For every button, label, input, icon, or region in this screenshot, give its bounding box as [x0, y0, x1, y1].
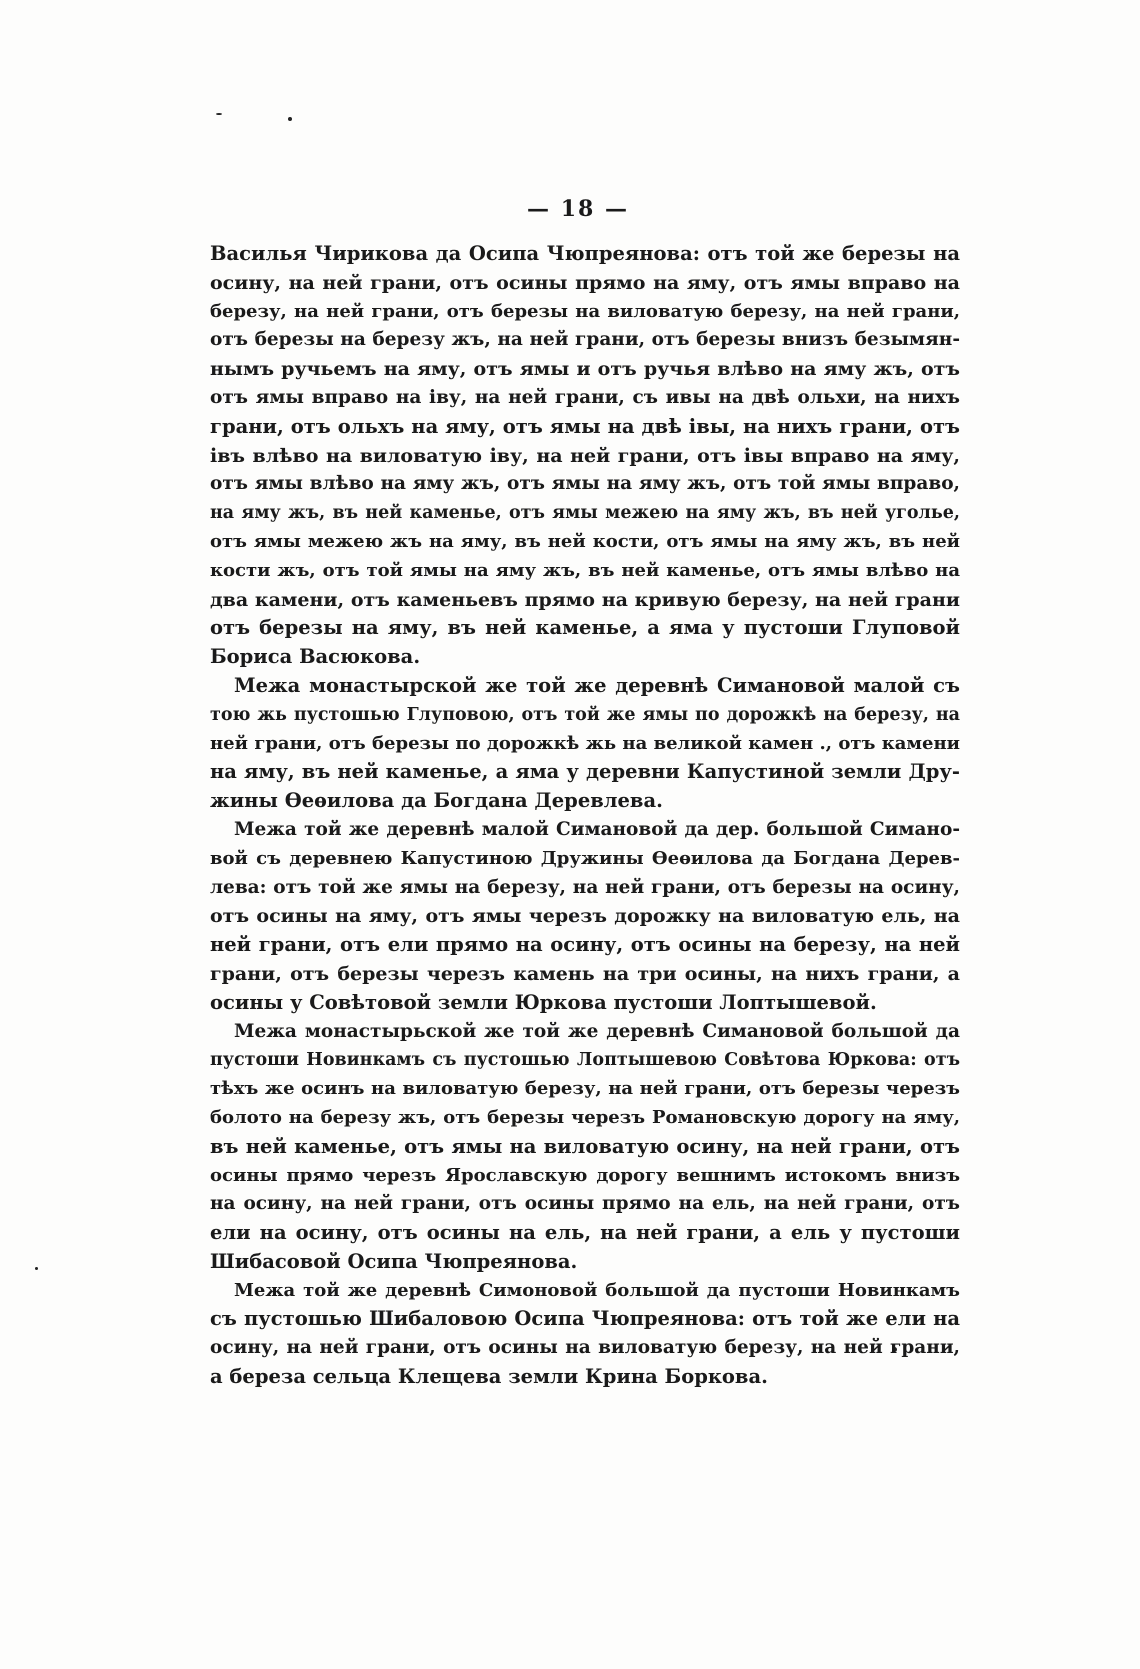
text-line: Межа той же деревнѣ малой Симановой да дер. большой Симано-	[234, 818, 960, 840]
text-line: болото на березу жъ, отъ березы черезъ Романовскую дорогу на яму,	[210, 1106, 960, 1128]
body-text	[210, 240, 960, 1392]
text-line: Межа той же деревнѣ Симоновой большой да пустоши Новинкамъ	[234, 1279, 960, 1301]
paragraph	[210, 816, 960, 1018]
text-line: отъ ямы межею жъ на яму, въ ней кости, отъ ямы на яму жъ, въ ней	[210, 530, 960, 552]
text-line: Бориса Васюкова.	[210, 645, 421, 669]
text-line: грани, отъ березы черезъ камень на три осины, на нихъ грани, а	[210, 962, 960, 985]
text-line: осину, на ней грани, отъ осины на виловатую березу, на ней грани,	[210, 1337, 960, 1359]
text-line: жины Ѳеѳилова да Богдана Деревлева.	[210, 789, 663, 813]
text-line: на яму жъ, въ ней каменье, отъ ямы межею на яму жъ, въ ней уголье,	[210, 503, 960, 524]
ink-speck	[216, 113, 222, 115]
text-line: грани, отъ ольхъ на яму, отъ ямы на двѣ івы, на нихъ грани, отъ	[210, 414, 960, 438]
text-line: на осину, на ней грани, отъ осины прямо на ель, на ней грани, отъ	[210, 1193, 960, 1215]
text-line: Межа монастырской же той же деревнѣ Симановой малой съ	[234, 673, 960, 697]
text-line: въ ней каменье, отъ ямы на виловатую осину, на ней грани, отъ	[210, 1134, 960, 1158]
text-line: кости жъ, отъ той ямы на яму жъ, въ ней каменье, отъ ямы влѣво на	[210, 559, 960, 581]
text-line: отъ ямы вправо на іву, на ней грани, съ ивы на двѣ ольхи, на нихъ	[210, 386, 960, 408]
text-line: а береза сельца Клещева земли Крина Боркова.	[210, 1365, 768, 1389]
text-line: осины у Совѣтовой земли Юркова пустоши Лоптышевой.	[210, 990, 877, 1014]
text-line: ней грани, отъ ели прямо на осину, отъ осины на березу, на ней	[210, 933, 960, 957]
text-line: Шибасовой Осипа Чюпреянова.	[210, 1249, 578, 1273]
page-number: — 18 —	[527, 196, 629, 222]
text-line: осины прямо черезъ Ярославскую дорогу вешнимъ истокомъ внизъ	[210, 1164, 960, 1186]
text-line: лева: отъ той же ямы на березу, на ней грани, отъ березы на осину,	[210, 876, 960, 898]
text-line: івъ влѣво на виловатую іву, на ней грани, отъ івы вправо на яму,	[210, 444, 960, 467]
text-line: ней грани, отъ березы по дорожкѣ жь на великой камен ., отъ камени	[210, 732, 960, 754]
text-line: пустоши Новинкамъ съ пустошью Лоптышевою Совѣтова Юркова: отъ	[210, 1050, 960, 1071]
text-line: на яму, въ ней каменье, а яма у деревни Капустиной земли Дру-	[210, 760, 960, 784]
text-line: тѣхъ же осинъ на виловатую березу, на ней грани, отъ березы черезъ	[210, 1078, 960, 1100]
text-line: отъ осины на яму, отъ ямы черезъ дорожку на виловатую ель, на	[210, 905, 960, 928]
text-line: осину, на ней грани, отъ осины прямо на яму, отъ ямы вправо на	[210, 271, 960, 294]
text-line: отъ березы на яму, въ ней каменье, а яма у пустоши Глуповой	[210, 616, 960, 640]
ink-speck	[35, 1267, 38, 1270]
text-line: отъ ямы влѣво на яму жъ, отъ ямы на яму жъ, отъ той ямы вправо,	[210, 473, 960, 495]
text-line: вой съ деревнею Капустиною Дружины Ѳеѳилова да Богдана Дерев-	[210, 847, 960, 869]
text-line: березу, на ней грани, отъ березы на виловатую березу, на ней грани,	[210, 300, 960, 322]
text-line: нымъ ручьемъ на яму, отъ ямы и отъ ручья влѣво на яму жъ, отъ	[210, 358, 960, 381]
text-line: съ пустошью Шибаловою Осипа Чюпреянова: отъ той же ели на	[210, 1307, 960, 1331]
text-line: тою жь пустошью Глуповою, отъ той же ямы по дорожкѣ на березу, на	[210, 704, 960, 725]
text-line: Василья Чирикова да Осипа Чюпреянова: отъ той же березы на	[210, 242, 960, 265]
paragraph	[210, 1277, 960, 1392]
paragraph	[210, 1018, 960, 1277]
paragraph	[210, 672, 960, 816]
text-line: Межа монастырьской же той же деревнѣ Симановой большой да	[234, 1020, 960, 1042]
paragraph	[210, 240, 960, 672]
text-line: отъ березы на березу жъ, на ней грани, отъ березы внизъ безымян-	[210, 329, 960, 351]
text-line: ели на осину, отъ осины на ель, на ней грани, а ель у пустоши	[210, 1221, 960, 1245]
ink-speck	[288, 117, 292, 121]
text-line: два камени, отъ каменьевъ прямо на кривую березу, на ней грани	[210, 588, 960, 611]
